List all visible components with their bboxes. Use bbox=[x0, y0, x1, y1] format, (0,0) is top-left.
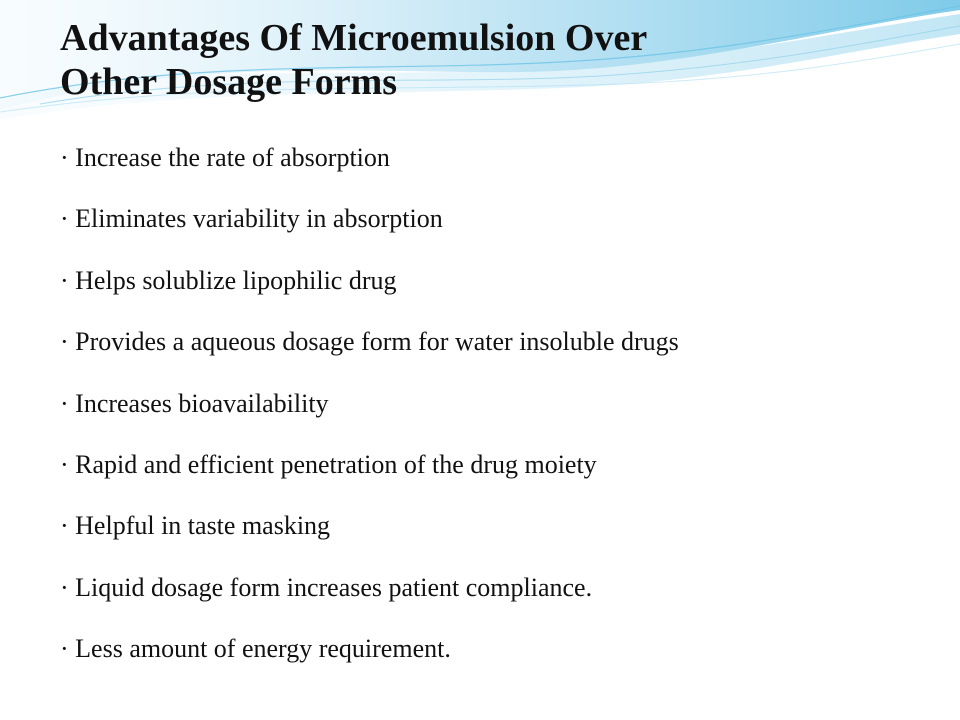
advantages-list bbox=[60, 138, 920, 691]
list-item: · Eliminates variability in absorption bbox=[60, 204, 443, 234]
slide-title-line-2: Other Dosage Forms bbox=[60, 61, 398, 103]
list-item: · Helps solublize lipophilic drug bbox=[60, 265, 397, 295]
list-item: · Increase the rate of absorption bbox=[60, 143, 390, 172]
list-item: · Provides a aqueous dosage form for water insoluble drugs bbox=[60, 327, 679, 357]
slide-title bbox=[60, 16, 920, 104]
list-item: · Rapid and efficient penetration of the drug moiety bbox=[60, 449, 597, 479]
list-item: · Less amount of energy requirement. bbox=[60, 634, 451, 664]
slide-title-line-1: Advantages Of Microemulsion Over bbox=[60, 17, 648, 59]
list-item: · Liquid dosage form increases patient compliance. bbox=[60, 572, 593, 602]
list-item: · Increases bioavailability bbox=[60, 388, 329, 418]
list-item: · Helpful in taste masking bbox=[60, 511, 331, 541]
